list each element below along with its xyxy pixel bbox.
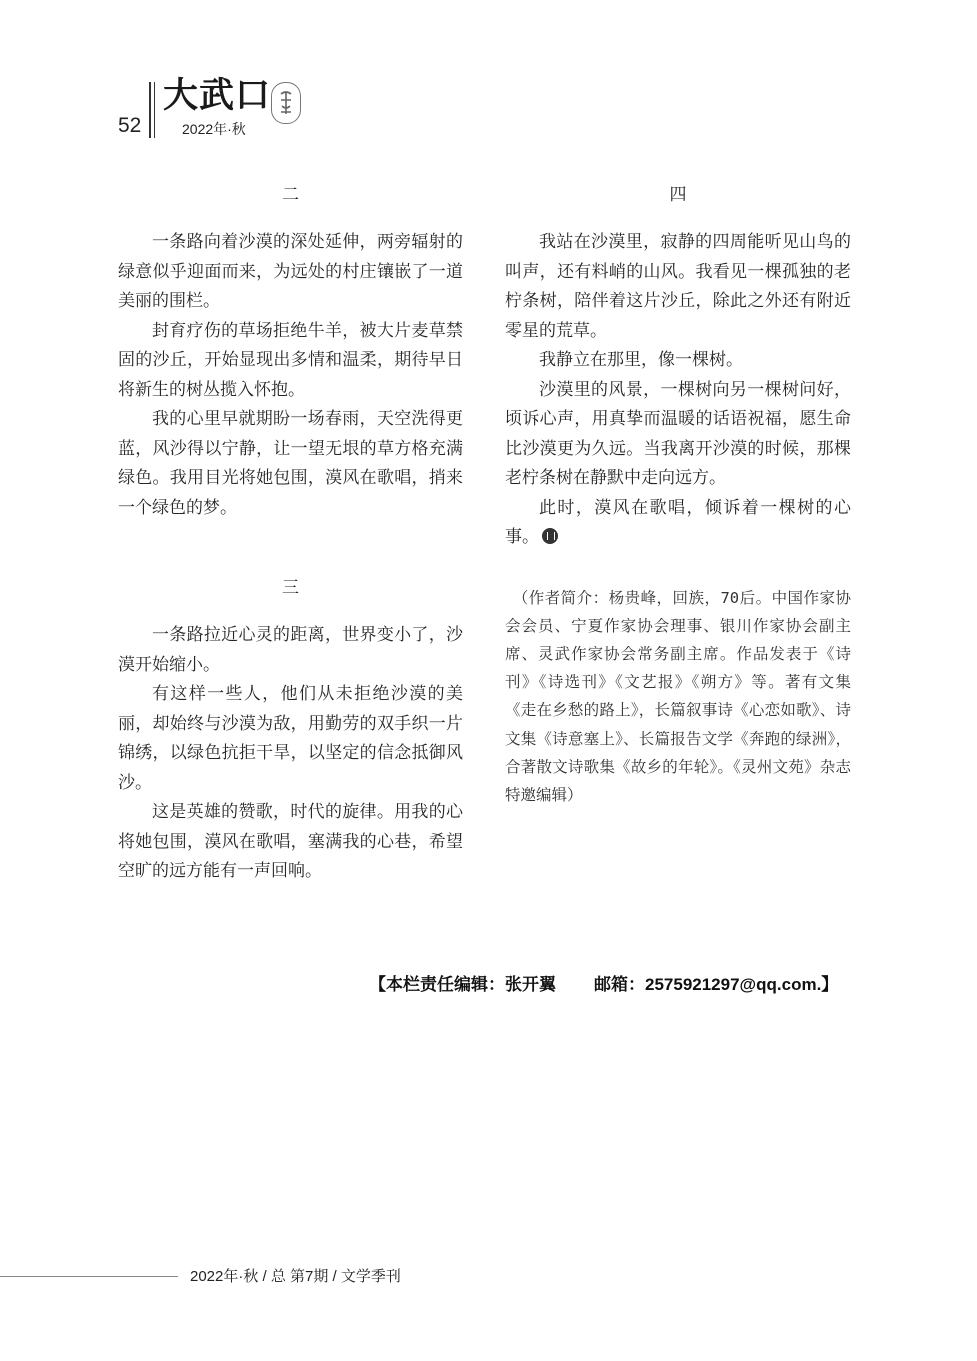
header-divider-thin bbox=[154, 82, 155, 138]
paragraph: 我静立在那里，像一棵树。 bbox=[539, 350, 743, 370]
paragraph: 有这样一些人，他们从未拒绝沙漠的美丽，却始终与沙漠为敌，用勤劳的双手织一片锦绣，以绿色抗拒干旱，以坚定的信念抵御风沙。 bbox=[118, 684, 463, 793]
editor-name: 【本栏责任编辑：张开翼 bbox=[369, 975, 556, 994]
section-heading-4: 四 bbox=[669, 185, 687, 205]
right-column bbox=[505, 178, 851, 809]
magazine-title: 大武口 bbox=[163, 75, 272, 116]
editor-email: 邮箱：2575921297@qq.com.】 bbox=[594, 975, 839, 994]
paragraph: 我的心里早就期盼一场春雨，天空洗得更蓝，风沙得以宁静，让一望无垠的草方格充满绿色。我用目光将她包围，漠风在歌唱，捎来一个绿色的梦。 bbox=[118, 409, 463, 518]
section-heading-3: 三 bbox=[282, 578, 299, 598]
header-divider bbox=[149, 82, 151, 138]
editor-credit bbox=[369, 970, 849, 995]
paragraph: 一条路向着沙漠的深处延伸，两旁辐射的绿意似乎迎面而来，为远处的村庄镶嵌了一道美丽的围栏。 bbox=[118, 232, 463, 311]
left-column bbox=[118, 178, 463, 887]
paragraph: 沙漠里的风景，一棵树向另一棵树问好，顷诉心声，用真挚而温暖的话语祝福，愿生命比沙漠更为久远。当我离开沙漠的时候，那棵老柠条树在静默中走向远方。 bbox=[505, 379, 851, 488]
paragraph: 这是英雄的赞歌，时代的旋律。用我的心将她包围，漠风在歌唱，塞满我的心巷，希望空旷的远方能有一声回响。 bbox=[118, 802, 463, 881]
section-heading-2: 二 bbox=[282, 185, 299, 205]
seal-icon bbox=[271, 82, 301, 124]
author-bio: （作者简介：杨贵峰，回族，70后。中国作家协会会员、宁夏作家协会理事、银川作家协会副主席、灵武作家协会常务副主席。作品发表于《诗刊》《诗选刊》《文艺报》《朔方》等。著有文集《走在乡愁的路上》，长篇叙事诗《心恋如歌》、诗文集《诗意塞上》、长篇报告文学《奔跑的绿洲》，合著散文诗歌集《故乡的年轮》。《灵州文苑》杂志特邀编辑） bbox=[505, 588, 851, 804]
final-paragraph bbox=[505, 494, 851, 553]
paragraph: 封育疗伤的草场拒绝牛羊，被大片麦草禁固的沙丘，开始显现出多情和温柔，期待早日将新生的树丛揽入怀抱。 bbox=[118, 320, 463, 400]
footer-issue-info: 2022年·秋 / 总 第7期 / 文学季刊 bbox=[190, 1268, 401, 1285]
paragraph: 我站在沙漠里，寂静的四周能听见山鸟的叫声，还有料峭的山风。我看见一棵孤独的老柠条树，陪伴着这片沙丘，除此之外还有附近零星的荒草。 bbox=[505, 232, 851, 341]
paragraph: 一条路拉近心灵的距离，世界变小了，沙漠开始缩小。 bbox=[118, 625, 463, 675]
magazine-issue: 2022年·秋 bbox=[182, 121, 246, 137]
page-number: 52 bbox=[118, 114, 142, 137]
end-mark-icon bbox=[542, 528, 558, 544]
footer-divider bbox=[0, 1276, 178, 1277]
final-paragraph-text: 此时，漠风在歌唱，倾诉着一棵树的心事。 bbox=[505, 497, 851, 547]
